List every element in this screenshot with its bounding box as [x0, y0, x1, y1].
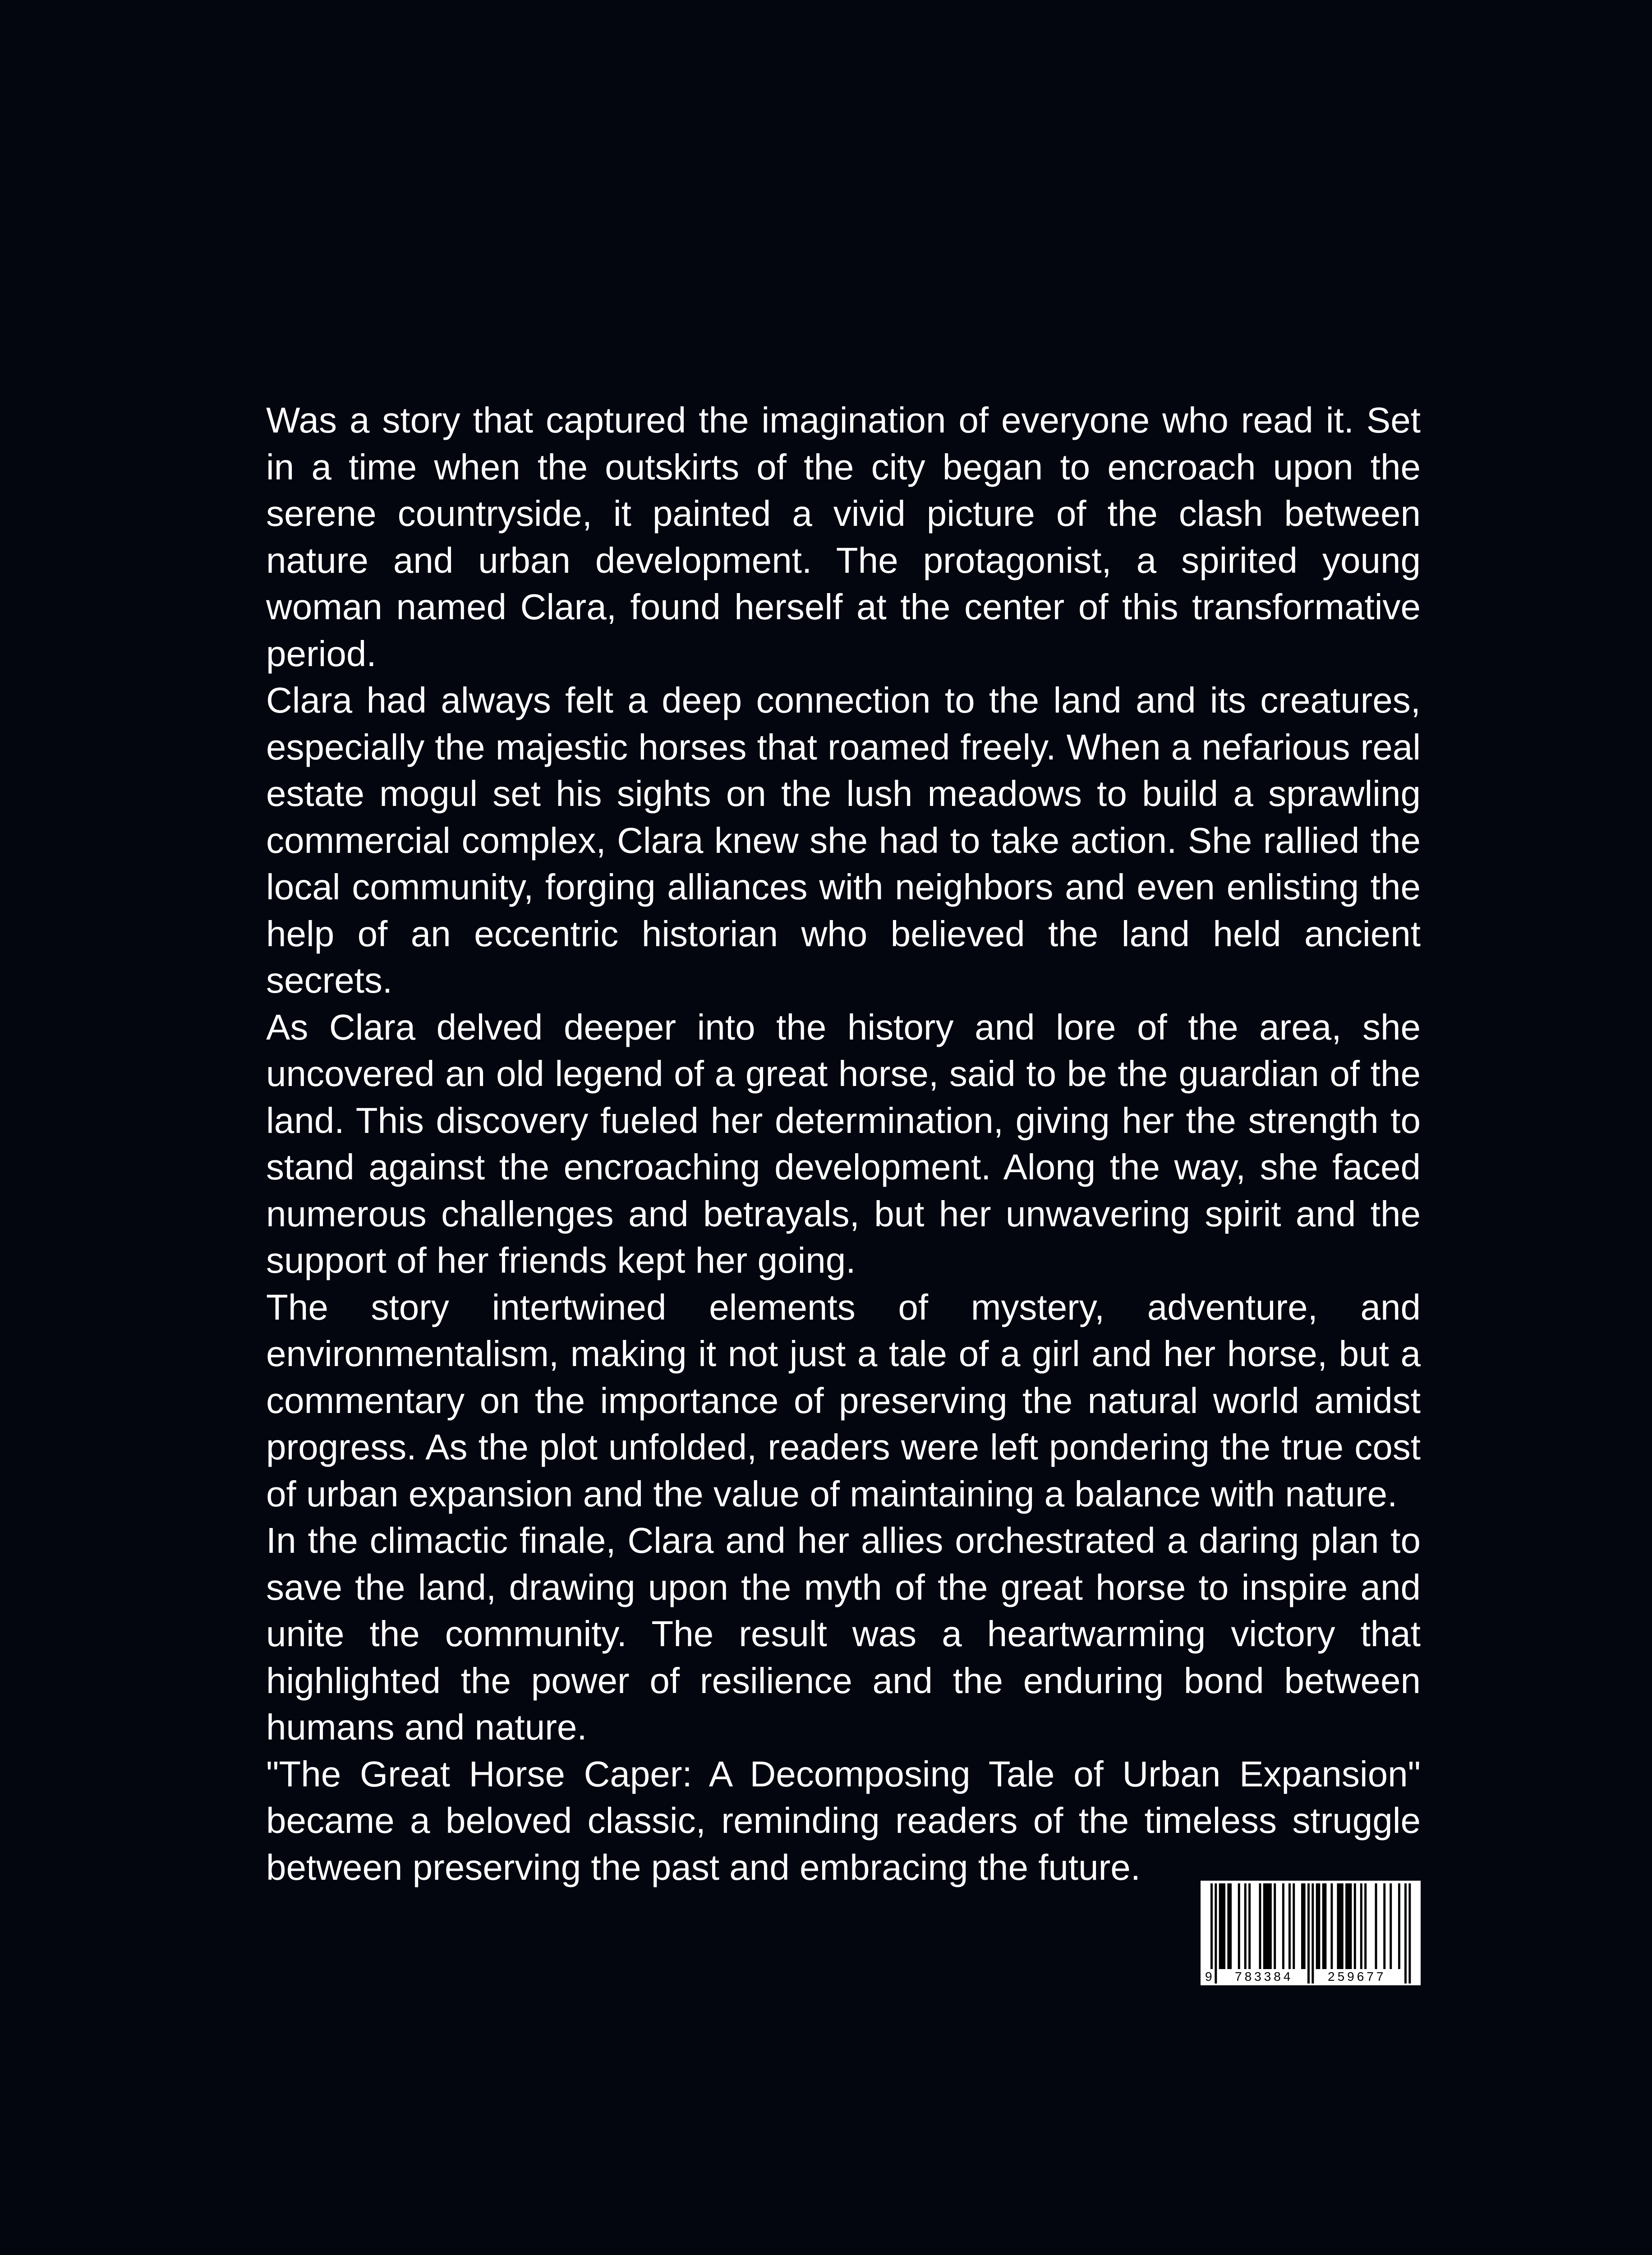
barcode-bar	[1244, 1883, 1247, 1969]
blurb-paragraph-6: "The Great Horse Caper: A Decomposing Tale of Urban Expansion" became a beloved classic, reminding readers of the timeless struggle between preserving the past and embracing the future.	[266, 1753, 1421, 1887]
barcode-bar	[1390, 1883, 1392, 1969]
barcode-bar	[1341, 1883, 1344, 1969]
barcode-bar	[1375, 1883, 1377, 1969]
barcode-bar	[1263, 1883, 1265, 1969]
barcode-bar	[1330, 1883, 1333, 1969]
back-cover-blurb	[266, 397, 1421, 1891]
barcode-bar	[1398, 1883, 1400, 1969]
barcode-bar	[1229, 1883, 1232, 1969]
barcode-bar	[1282, 1883, 1284, 1969]
barcode-bar	[1364, 1883, 1367, 1969]
barcode-bar	[1307, 1883, 1310, 1983]
barcode-bar	[1349, 1883, 1352, 1969]
barcode-digits-right: 259677	[1326, 1969, 1388, 1984]
barcode-bar	[1348, 1883, 1350, 1969]
blurb-paragraph-3: As Clara delved deeper into the history and lore of the area, she uncovered an old legend of a great horse, said to be the guardian of the land. This discovery fueled her determination, giving her the strength to stand against the encroaching development. Along the way, she faced numerous challenges and betrayals, but her unwavering spirit and the support of her friends kept her going.	[266, 1007, 1421, 1280]
barcode-bar	[1337, 1883, 1339, 1969]
barcode-bar	[1238, 1883, 1240, 1969]
barcode-digit-lead: 9	[1203, 1969, 1214, 1984]
barcode-bar	[1215, 1883, 1217, 1983]
barcode-bar	[1408, 1883, 1411, 1983]
barcode-bar	[1360, 1883, 1362, 1969]
barcode-bar	[1318, 1883, 1320, 1969]
barcode-bar	[1265, 1883, 1268, 1969]
barcode-bar	[1259, 1883, 1261, 1969]
barcode-bar	[1274, 1883, 1276, 1969]
barcode-digits	[1201, 1969, 1421, 1984]
barcode-bar	[1270, 1883, 1272, 1969]
barcode-bar	[1383, 1883, 1385, 1969]
barcode-bar	[1293, 1883, 1295, 1969]
isbn-barcode	[1201, 1881, 1421, 1985]
blurb-paragraph-2: Clara had always felt a deep connection to the land and its creatures, especially the majestic horses that roamed freely. When a nefarious real estate mogul set his sights on the lush meadows to build a sprawling commercial complex, Clara knew she had to take action. She rallied the local community, forging alliances with neighbors and even enlisting the help of an eccentric historian who believed the land held ancient secrets.	[266, 680, 1421, 1000]
barcode-bar	[1210, 1883, 1213, 1983]
barcode-bar	[1404, 1883, 1407, 1983]
barcode-bar	[1311, 1883, 1314, 1983]
barcode-bar	[1221, 1883, 1223, 1969]
barcode-bar	[1227, 1883, 1229, 1969]
barcode-bar	[1339, 1883, 1341, 1969]
blurb-paragraph-4: The story intertwined elements of mystery, adventure, and environmentalism, making it not just a tale of a girl and her horse, but a commentary on the importance of preserving the natural world amidst progress. As the plot unfolded, readers were left pondering the true cost of urban expansion and the value of maintaining a balance with nature.	[266, 1287, 1421, 1514]
barcode-bar	[1248, 1883, 1251, 1969]
barcode-bar	[1324, 1883, 1326, 1969]
barcode-bar	[1223, 1883, 1225, 1969]
blurb-paragraph-5: In the climactic finale, Clara and her allies orchestrated a daring plan to save the land, drawing upon the myth of the great horse to inspire and unite the community. The result was a heartwarming victory that highlighted the power of resilience and the enduring bond between humans and nature.	[266, 1520, 1421, 1747]
barcode-bar	[1316, 1883, 1318, 1969]
barcode-bar	[1345, 1883, 1348, 1969]
barcode-bar	[1354, 1883, 1356, 1969]
barcode-bar	[1301, 1883, 1303, 1969]
barcode-bar	[1288, 1883, 1291, 1969]
barcode-bar	[1267, 1883, 1270, 1969]
barcode-bar	[1219, 1883, 1221, 1969]
blurb-paragraph-1: Was a story that captured the imagination of everyone who read it. Set in a time when the outskirts of the city began to encroach upon the serene countryside, it painted a vivid picture of the clash between nature and urban development. The protagonist, a spirited young woman named Clara, found herself at the center of this transformative period.	[266, 400, 1421, 674]
barcode-bar	[1322, 1883, 1325, 1969]
barcode-bar	[1303, 1883, 1306, 1969]
barcode-digits-left: 783384	[1233, 1969, 1295, 1984]
